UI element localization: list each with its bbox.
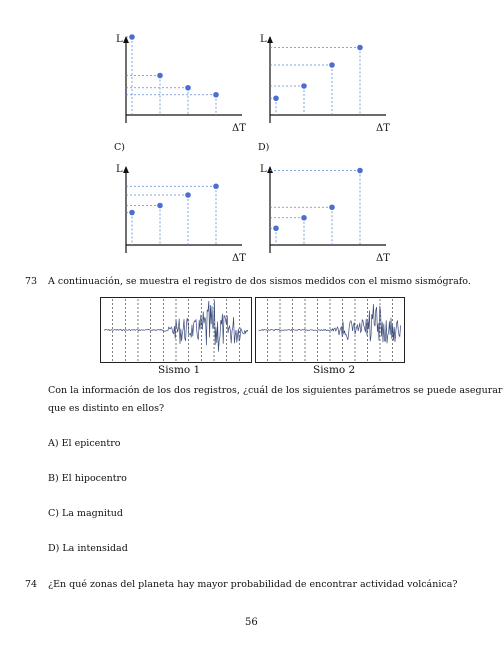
seismogram-2 (255, 297, 405, 363)
data-point (185, 85, 191, 91)
data-point (185, 192, 191, 198)
x-axis-label: ΔT (232, 253, 246, 264)
question-73-text-line1: Con la información de los dos registros, ¿cuál de los siguientes parámetros se puede asegurar (48, 385, 503, 396)
x-axis-label: ΔT (376, 123, 390, 134)
option-d: D) La intensidad (48, 543, 128, 554)
y-axis-arrow (267, 36, 273, 43)
graph-c-letter: C) (114, 142, 125, 153)
question-73-number: 73 (25, 276, 38, 287)
data-point (273, 95, 279, 101)
seismo-2-label: Sismo 2 (313, 364, 356, 376)
data-point (329, 204, 335, 210)
option-c: C) La magnitud (48, 508, 123, 519)
data-point (157, 203, 163, 209)
data-point (273, 225, 279, 231)
seismogram-1 (100, 297, 252, 363)
graph-top-right (256, 25, 396, 140)
data-point (213, 92, 219, 98)
y-axis-label: L (116, 34, 123, 45)
question-73-statement: A continuación, se muestra el registro de dos sismos medidos con el mismo sismógrafo. (48, 276, 471, 287)
data-point (357, 168, 363, 174)
graph-d-letter: D) (258, 142, 270, 153)
data-point (129, 210, 135, 216)
page-number: 56 (245, 617, 258, 628)
graph-top-left (112, 25, 252, 140)
data-point (129, 34, 135, 40)
data-point (301, 215, 307, 221)
y-axis-label: L (260, 34, 267, 45)
option-b: B) El hipocentro (48, 473, 127, 484)
graph-d (256, 155, 396, 270)
graph-c (112, 155, 252, 270)
question-74-statement: ¿En qué zonas del planeta hay mayor probabilidad de encontrar actividad volcánica? (48, 579, 458, 590)
y-axis-label: L (260, 164, 267, 175)
y-axis-arrow (123, 166, 129, 173)
data-point (301, 83, 307, 89)
y-axis-arrow (267, 166, 273, 173)
data-point (157, 73, 163, 79)
option-a: A) El epicentro (48, 438, 121, 449)
question-73-text-line2: que es distinto en ellos? (48, 403, 165, 414)
x-axis-label: ΔT (232, 123, 246, 134)
question-74-number: 74 (25, 579, 38, 590)
data-point (213, 183, 219, 189)
data-point (329, 62, 335, 68)
data-point (357, 45, 363, 51)
seismo-1-label: Sismo 1 (158, 364, 201, 376)
y-axis-label: L (116, 164, 123, 175)
x-axis-label: ΔT (376, 253, 390, 264)
